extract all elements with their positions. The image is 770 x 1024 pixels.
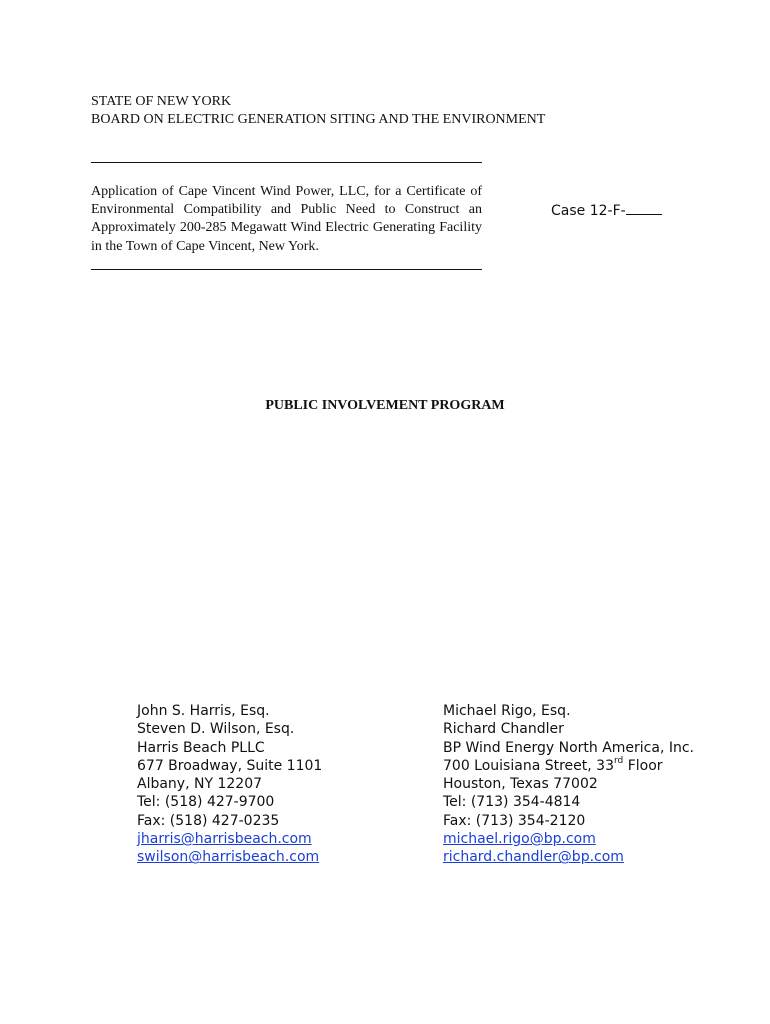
case-number-blank	[626, 201, 662, 215]
contact-fax: Fax: (713) 354-2120	[443, 812, 586, 829]
case-label: Case 12-F-	[551, 203, 626, 219]
contact-address: Houston, Texas 77002	[443, 776, 598, 793]
contact-fax: Fax: (518) 427-0235	[137, 812, 280, 829]
caption-bottom-rule	[91, 269, 482, 270]
contact-name: Michael Rigo, Esq.	[443, 703, 571, 719]
case-caption: Application of Cape Vincent Wind Power, LLC, for a Certificate of Environmental Compatibility and Public Need to Construct an Approximately 200-285 Megawatt Wind Electric Generating Facility in the Town of Cape Vincent, New York.	[91, 184, 482, 254]
left-contact-block	[137, 702, 322, 867]
email-link[interactable]: jharris@harrisbeach.com	[137, 831, 312, 848]
document-title: PUBLIC INVOLVEMENT PROGRAM	[265, 398, 505, 413]
contact-address: Albany, NY 12207	[137, 776, 263, 793]
contact-address: 677 Broadway, Suite 1101	[137, 757, 323, 774]
header-state: STATE OF NEW YORK	[91, 94, 232, 109]
address-street: 700 Louisiana Street, 33	[443, 757, 614, 774]
email-link[interactable]: michael.rigo@bp.com	[443, 831, 596, 848]
contact-name: Steven D. Wilson, Esq.	[137, 721, 295, 738]
contact-company: BP Wind Energy North America, Inc.	[443, 739, 695, 756]
caption-top-rule	[91, 162, 482, 163]
contact-tel: Tel: (713) 354-4814	[443, 794, 581, 811]
contact-name: John S. Harris, Esq.	[137, 703, 270, 719]
contact-firm: Harris Beach PLLC	[137, 739, 265, 756]
email-link[interactable]: richard.chandler@bp.com	[443, 849, 624, 866]
contact-tel: Tel: (518) 427-9700	[137, 794, 275, 811]
contact-address	[443, 757, 694, 775]
contact-name: Richard Chandler	[443, 721, 564, 738]
email-link[interactable]: swilson@harrisbeach.com	[137, 849, 320, 866]
case-number	[551, 201, 662, 220]
header-board: BOARD ON ELECTRIC GENERATION SITING AND THE ENVIRONMENT	[91, 112, 546, 127]
address-floor: Floor	[623, 757, 663, 774]
right-contact-block	[443, 702, 694, 867]
ordinal-suffix: rd	[613, 756, 624, 767]
